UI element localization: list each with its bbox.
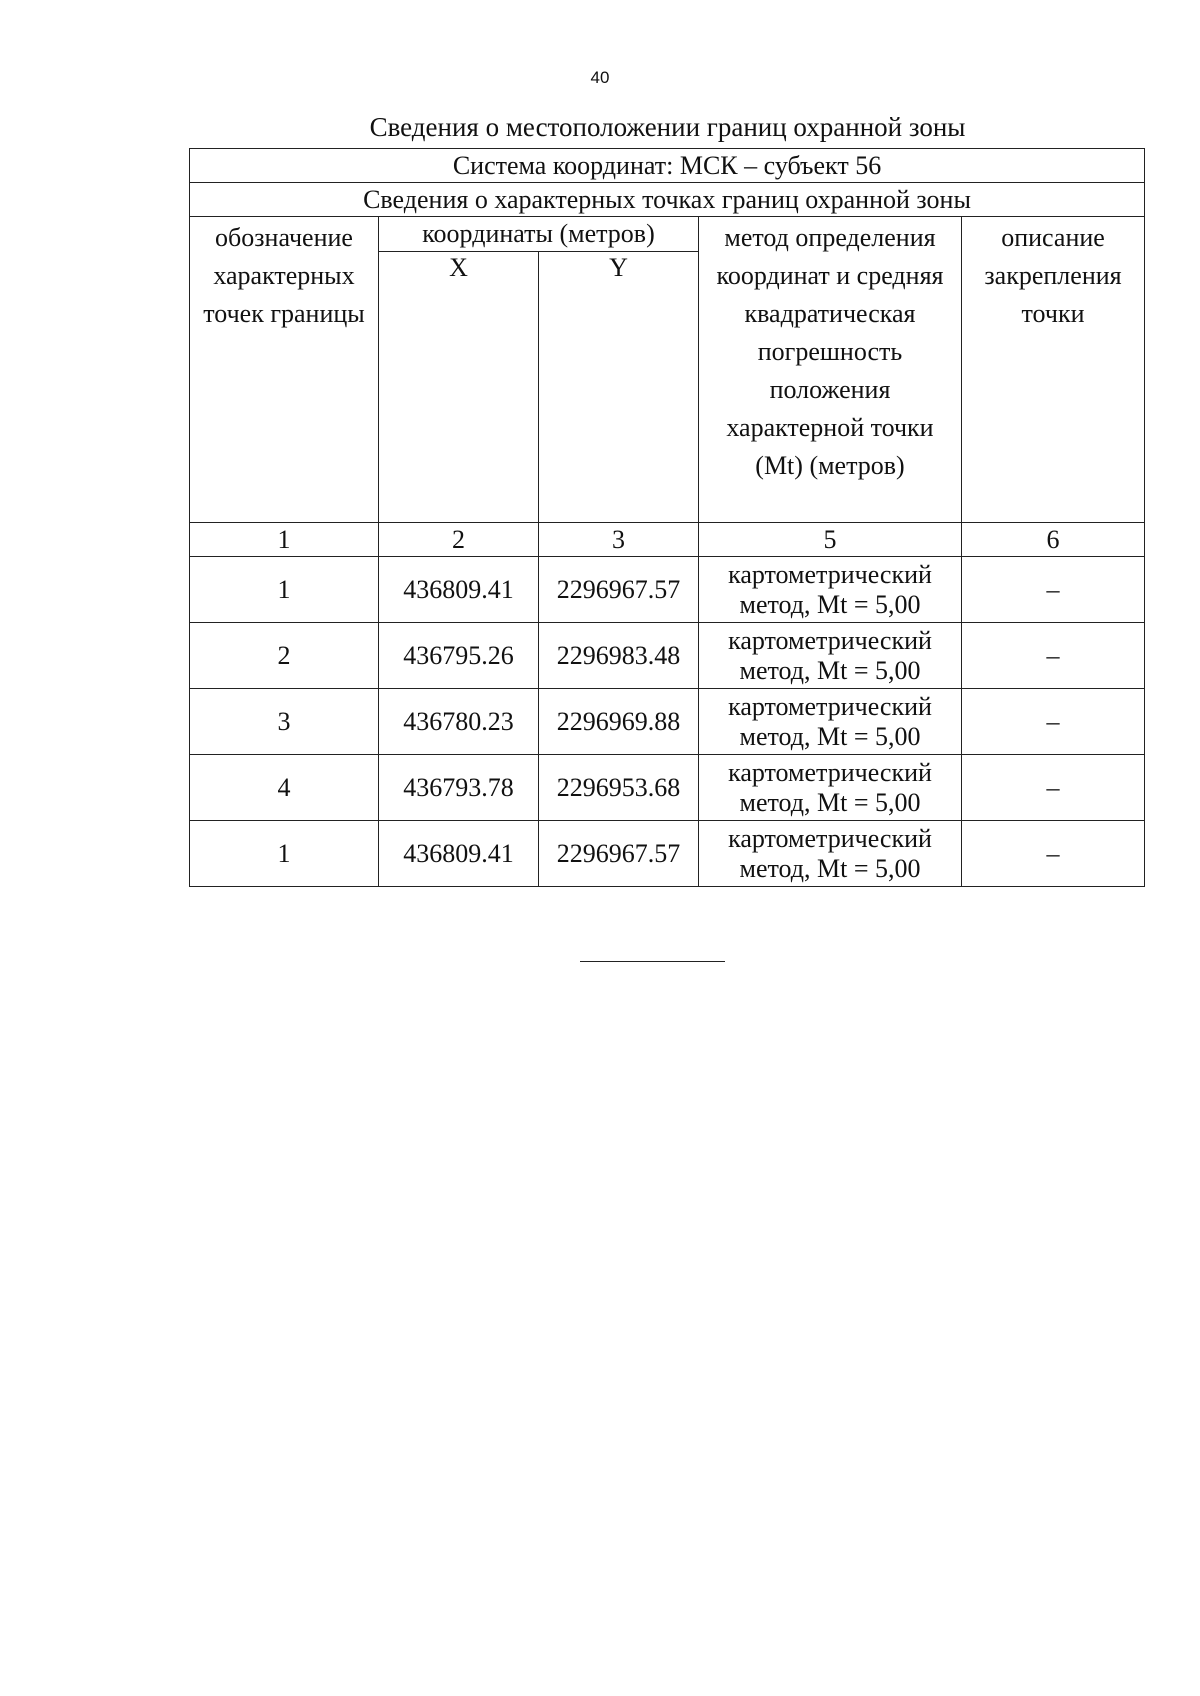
method-cell — [699, 557, 962, 623]
table-row — [190, 755, 1145, 821]
method-cell — [699, 755, 962, 821]
boundary-points-table — [189, 148, 1145, 887]
method-line: картометрический — [728, 625, 932, 655]
page-number: 40 — [590, 68, 610, 87]
end-divider — [580, 961, 725, 962]
method-line: метод, Mt = 5,00 — [739, 787, 921, 817]
method-line: картометрический — [728, 757, 932, 787]
x-cell: 436809.41 — [379, 557, 539, 623]
column-number: 6 — [962, 523, 1145, 557]
header-description: описание закрепления точки — [962, 217, 1145, 523]
column-number: 2 — [379, 523, 539, 557]
x-cell: 436793.78 — [379, 755, 539, 821]
y-cell: 2296953.68 — [539, 755, 699, 821]
method-line: метод, Mt = 5,00 — [739, 655, 921, 685]
column-number: 1 — [190, 523, 379, 557]
header-y: Y — [539, 252, 699, 523]
method-cell — [699, 689, 962, 755]
description-cell: – — [962, 755, 1145, 821]
x-cell: 436795.26 — [379, 623, 539, 689]
x-cell: 436780.23 — [379, 689, 539, 755]
y-cell: 2296983.48 — [539, 623, 699, 689]
column-number-row — [190, 523, 1145, 557]
table-row — [190, 623, 1145, 689]
method-line: метод, Mt = 5,00 — [739, 853, 921, 883]
method-line: картометрический — [728, 823, 932, 853]
point-cell: 3 — [190, 689, 379, 755]
header-method: метод определения координат и средняя квадратическая погрешность положения характерной точки (Mt) (метров) — [699, 217, 962, 523]
method-line: картометрический — [728, 559, 932, 589]
y-cell: 2296967.57 — [539, 557, 699, 623]
y-cell: 2296969.88 — [539, 689, 699, 755]
table-row — [190, 821, 1145, 887]
points-info-row — [190, 183, 1145, 217]
header-coordinates: координаты (метров) — [379, 217, 699, 252]
points-info-cell: Сведения о характерных точках границ охранной зоны — [190, 183, 1145, 217]
point-cell: 4 — [190, 755, 379, 821]
y-cell: 2296967.57 — [539, 821, 699, 887]
header-designation: обозначение характерных точек границы — [190, 217, 379, 523]
method-cell — [699, 623, 962, 689]
table-row — [190, 689, 1145, 755]
point-cell: 1 — [190, 821, 379, 887]
x-cell: 436809.41 — [379, 821, 539, 887]
description-cell: – — [962, 689, 1145, 755]
coordinate-system-cell: Система координат: МСК – субъект 56 — [190, 149, 1145, 183]
header-row — [190, 217, 1145, 252]
point-cell: 1 — [190, 557, 379, 623]
description-cell: – — [962, 557, 1145, 623]
method-cell — [699, 821, 962, 887]
column-number: 3 — [539, 523, 699, 557]
description-cell: – — [962, 623, 1145, 689]
coordinate-system-row — [190, 149, 1145, 183]
method-line: метод, Mt = 5,00 — [739, 589, 921, 619]
table-row — [190, 557, 1145, 623]
method-line: картометрический — [728, 691, 932, 721]
document-title: Сведения о местоположении границ охранной зоны — [369, 112, 966, 142]
column-number: 5 — [699, 523, 962, 557]
method-line: метод, Mt = 5,00 — [739, 721, 921, 751]
description-cell: – — [962, 821, 1145, 887]
point-cell: 2 — [190, 623, 379, 689]
header-x: X — [379, 252, 539, 523]
